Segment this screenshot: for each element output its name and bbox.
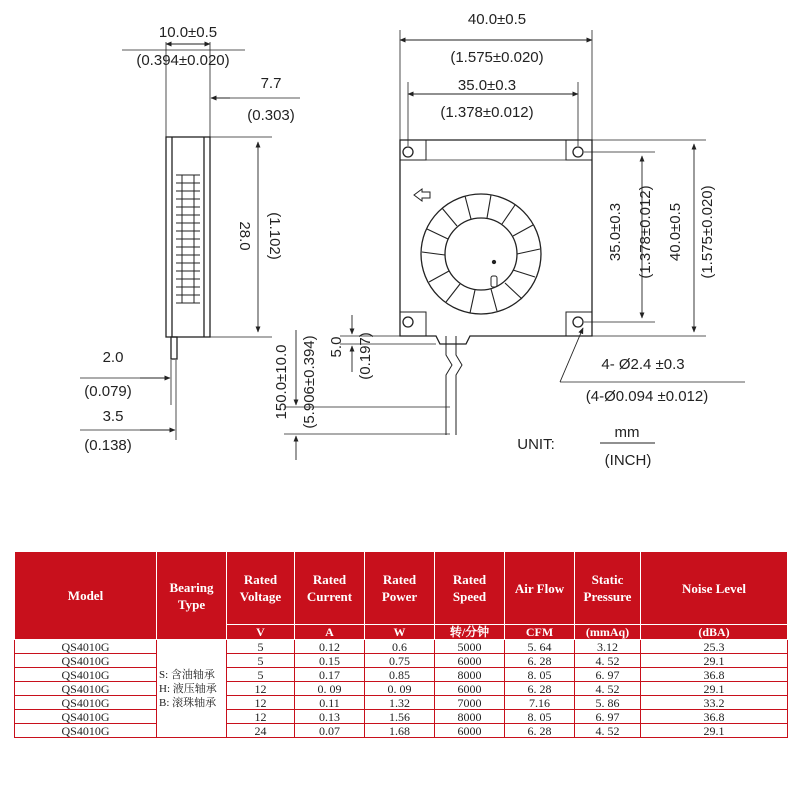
cell-model: QS4010G bbox=[15, 682, 157, 696]
unit-airflow: CFM bbox=[505, 625, 575, 640]
cell-voltage: 24 bbox=[227, 724, 295, 738]
table-row bbox=[15, 654, 788, 668]
lead2-label: 3.5 bbox=[102, 408, 124, 425]
cell-power: 0.6 bbox=[365, 640, 435, 654]
cell-noise: 25.3 bbox=[641, 640, 788, 654]
unit-power: W bbox=[365, 625, 435, 640]
cell-voltage: 5 bbox=[227, 654, 295, 668]
cell-model: QS4010G bbox=[15, 654, 157, 668]
cell-airflow: 8. 05 bbox=[505, 668, 575, 682]
header-noise-level: Noise Level bbox=[641, 552, 788, 625]
hole-spacing-label: 35.0±0.3 bbox=[457, 77, 517, 94]
lead1-inch-label: (0.079) bbox=[84, 383, 132, 400]
cell-model: QS4010G bbox=[15, 724, 157, 738]
impeller-hub bbox=[445, 218, 517, 290]
fan-housing bbox=[400, 140, 592, 344]
cell-model: QS4010G bbox=[15, 668, 157, 682]
cell-voltage: 12 bbox=[227, 710, 295, 724]
mount-hole-bottom-right bbox=[573, 317, 583, 327]
unit-inch-label: (INCH) bbox=[604, 452, 652, 469]
holes-inch-label: (4-Ø0.094 ±0.012) bbox=[585, 388, 709, 405]
unit-noise: (dBA) bbox=[641, 625, 788, 640]
cell-power: 0. 09 bbox=[365, 682, 435, 696]
header-rated-current: Rated Current bbox=[295, 552, 365, 625]
cell-pressure: 4. 52 bbox=[575, 682, 641, 696]
cell-airflow: 6. 28 bbox=[505, 724, 575, 738]
bearing-type-h: H: 液压轴承 bbox=[159, 682, 217, 695]
cell-airflow: 5. 64 bbox=[505, 640, 575, 654]
cell-voltage: 12 bbox=[227, 682, 295, 696]
cell-pressure: 5. 86 bbox=[575, 696, 641, 710]
table-row bbox=[15, 682, 788, 696]
hole-spacing-inch-label: (1.378±0.012) bbox=[440, 104, 534, 121]
cell-speed: 8000 bbox=[435, 710, 505, 724]
cell-current: 0.12 bbox=[295, 640, 365, 654]
cell-model: QS4010G bbox=[15, 710, 157, 724]
cell-speed: 6000 bbox=[435, 682, 505, 696]
cell-airflow: 7.16 bbox=[505, 696, 575, 710]
table-row bbox=[15, 710, 788, 724]
header-rated-power: Rated Power bbox=[365, 552, 435, 625]
unit-label: UNIT: bbox=[517, 436, 555, 453]
header-rated-speed: Rated Speed bbox=[435, 552, 505, 625]
lead2-inch-label: (0.138) bbox=[84, 437, 132, 454]
cable-stub-inch-label: (0.197) bbox=[357, 332, 374, 380]
cell-noise: 36.8 bbox=[641, 710, 788, 724]
cell-voltage: 12 bbox=[227, 696, 295, 710]
cell-current: 0. 09 bbox=[295, 682, 365, 696]
lead1-label: 2.0 bbox=[102, 349, 124, 366]
offset-inch-label: (0.303) bbox=[247, 107, 295, 124]
table-row bbox=[15, 696, 788, 710]
cell-pressure: 3.12 bbox=[575, 640, 641, 654]
mount-hole-bottom-left bbox=[403, 317, 413, 327]
unit-voltage: V bbox=[227, 625, 295, 640]
unit-speed: 转/分钟 bbox=[435, 625, 505, 640]
table-row bbox=[15, 668, 788, 682]
cell-speed: 6000 bbox=[435, 724, 505, 738]
cable-stub-label: 5.0 bbox=[328, 336, 345, 358]
cell-airflow: 6. 28 bbox=[505, 682, 575, 696]
cell-power: 1.32 bbox=[365, 696, 435, 710]
spec-table bbox=[14, 551, 788, 738]
impeller-blades bbox=[422, 195, 540, 313]
cell-noise: 29.1 bbox=[641, 682, 788, 696]
cell-pressure: 6. 97 bbox=[575, 668, 641, 682]
cell-noise: 36.8 bbox=[641, 668, 788, 682]
width-inch-label: (1.575±0.020) bbox=[450, 49, 544, 66]
bearing-type-b: B: 滚珠轴承 bbox=[159, 696, 217, 709]
header-air-flow: Air Flow bbox=[505, 552, 575, 625]
airflow-arrow-icon bbox=[414, 189, 430, 201]
cell-current: 0.11 bbox=[295, 696, 365, 710]
cell-model: QS4010G bbox=[15, 696, 157, 710]
unit-mm-label: mm bbox=[614, 424, 640, 441]
height-label: 28.0 bbox=[236, 221, 253, 251]
cell-airflow: 8. 05 bbox=[505, 710, 575, 724]
header-model: Model bbox=[15, 552, 157, 640]
cell-pressure: 4. 52 bbox=[575, 724, 641, 738]
cell-power: 0.85 bbox=[365, 668, 435, 682]
cell-power: 1.68 bbox=[365, 724, 435, 738]
cell-current: 0.07 bbox=[295, 724, 365, 738]
height-inch-label: (1.102) bbox=[266, 212, 283, 260]
holes-label: 4- Ø2.4 ±0.3 bbox=[601, 356, 685, 373]
cell-power: 0.75 bbox=[365, 654, 435, 668]
unit-pressure: (mmAq) bbox=[575, 625, 641, 640]
header-bearing-type: Bearing Type bbox=[157, 552, 227, 640]
blade-slots bbox=[176, 175, 200, 303]
v-width-label: 40.0±0.5 bbox=[667, 202, 684, 262]
cell-speed: 7000 bbox=[435, 696, 505, 710]
cell-current: 0.13 bbox=[295, 710, 365, 724]
width-label: 40.0±0.5 bbox=[467, 11, 527, 28]
v-hole-spacing-label: 35.0±0.3 bbox=[607, 202, 624, 262]
offset-label: 7.7 bbox=[260, 75, 282, 92]
cell-pressure: 4. 52 bbox=[575, 654, 641, 668]
cell-power: 1.56 bbox=[365, 710, 435, 724]
cell-pressure: 6. 97 bbox=[575, 710, 641, 724]
unit-current: A bbox=[295, 625, 365, 640]
header-rated-voltage: Rated Voltage bbox=[227, 552, 295, 625]
cell-voltage: 5 bbox=[227, 640, 295, 654]
cable-length-inch-label: (5.906±0.394) bbox=[301, 335, 318, 429]
cell-bearing-type bbox=[157, 640, 227, 738]
header-static-pressure: Static Pressure bbox=[575, 552, 641, 625]
cable-length-label: 150.0±10.0 bbox=[273, 344, 290, 420]
cell-airflow: 6. 28 bbox=[505, 654, 575, 668]
mount-hole-top-left bbox=[403, 147, 413, 157]
mount-hole-top-right bbox=[573, 147, 583, 157]
cell-speed: 6000 bbox=[435, 654, 505, 668]
cell-voltage: 5 bbox=[227, 668, 295, 682]
cell-noise: 29.1 bbox=[641, 654, 788, 668]
bearing-type-s: S: 含油轴承 bbox=[159, 668, 215, 681]
cell-current: 0.17 bbox=[295, 668, 365, 682]
v-width-inch-label: (1.575±0.020) bbox=[699, 185, 716, 279]
cell-noise: 33.2 bbox=[641, 696, 788, 710]
cell-current: 0.15 bbox=[295, 654, 365, 668]
table-row bbox=[15, 640, 788, 654]
cell-model: QS4010G bbox=[15, 640, 157, 654]
fan-cable bbox=[446, 336, 462, 435]
cell-speed: 8000 bbox=[435, 668, 505, 682]
thickness-label: 10.0±0.5 bbox=[158, 24, 218, 41]
side-lead bbox=[171, 337, 177, 359]
v-hole-spacing-inch-label: (1.378±0.012) bbox=[637, 185, 654, 279]
thickness-inch-label: (0.394±0.020) bbox=[136, 52, 230, 69]
cell-speed: 5000 bbox=[435, 640, 505, 654]
cell-noise: 29.1 bbox=[641, 724, 788, 738]
table-row bbox=[15, 724, 788, 738]
